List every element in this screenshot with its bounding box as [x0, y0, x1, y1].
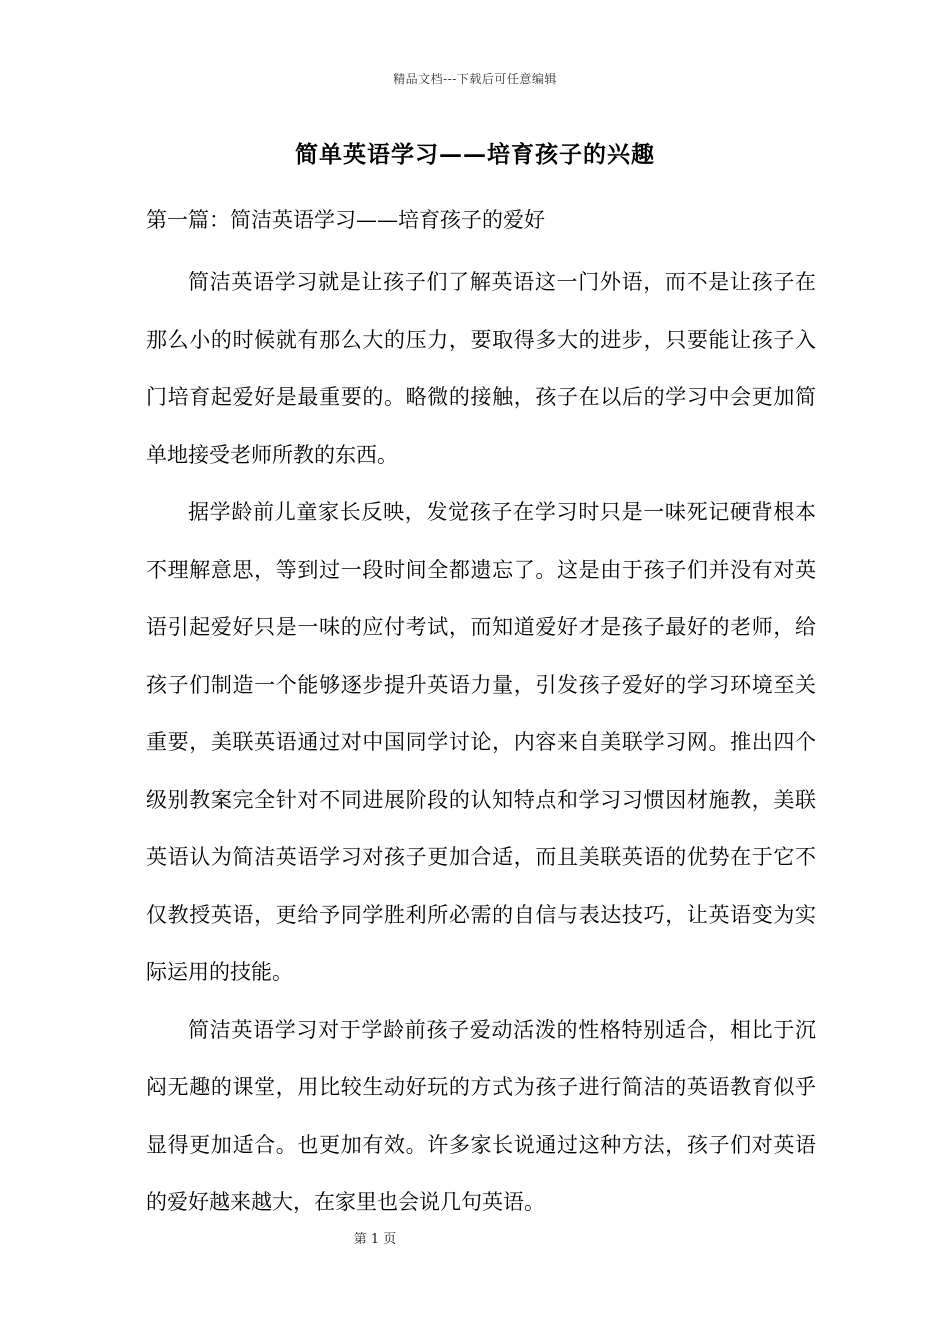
header-note: 精品文档---下载后可任意编辑 — [393, 72, 557, 86]
paragraph: 简洁英语学习就是让孩子们了解英语这一门外语，而不是让孩子在那么小的时候就有那么大的压力，要取得多大的进步，只要能让孩子入门培育起爱好是最重要的。略微的接触，孩子在以后的学习中会更加简单地接受老师所教的东西。 — [146, 270, 816, 467]
page-number: 第 1 页 — [353, 1232, 397, 1247]
document-title: 简单英语学习——培育孩子的兴趣 — [295, 141, 655, 168]
document-body — [146, 254, 816, 1232]
paragraph: 据学龄前儿童家长反映，发觉孩子在学习时只是一味死记硬背根本不理解意思，等到过一段时间全都遗忘了。这是由于孩子们并没有对英语引起爱好只是一味的应付考试，而知道爱好才是孩子最好的老师，给孩子们制造一个能够逐步提升英语力量，引发孩子爱好的学习环境至关重要，美联英语通过对中国同学讨论，内容来自美联学习网。推出四个级别教案完全针对不同进展阶段的认知特点和学习习惯因材施教，美联英语认为简洁英语学习对孩子更加合适，而且美联英语的优势在于它不仅教授英语，更给予同学胜利所必需的自信与表达技巧，让英语变为实际运用的技能。 — [146, 500, 816, 984]
paragraph: 简洁英语学习对于学龄前孩子爱动活泼的性格特别适合，相比于沉闷无趣的课堂，用比较生动好玩的方式为孩子进行简洁的英语教育似乎显得更加适合。也更加有效。许多家长说通过这种方法，孩子们对英语的爱好越来越大，在家里也会说几句英语。 — [146, 1017, 816, 1214]
section-heading: 第一篇：简洁英语学习——培育孩子的爱好 — [146, 208, 545, 232]
